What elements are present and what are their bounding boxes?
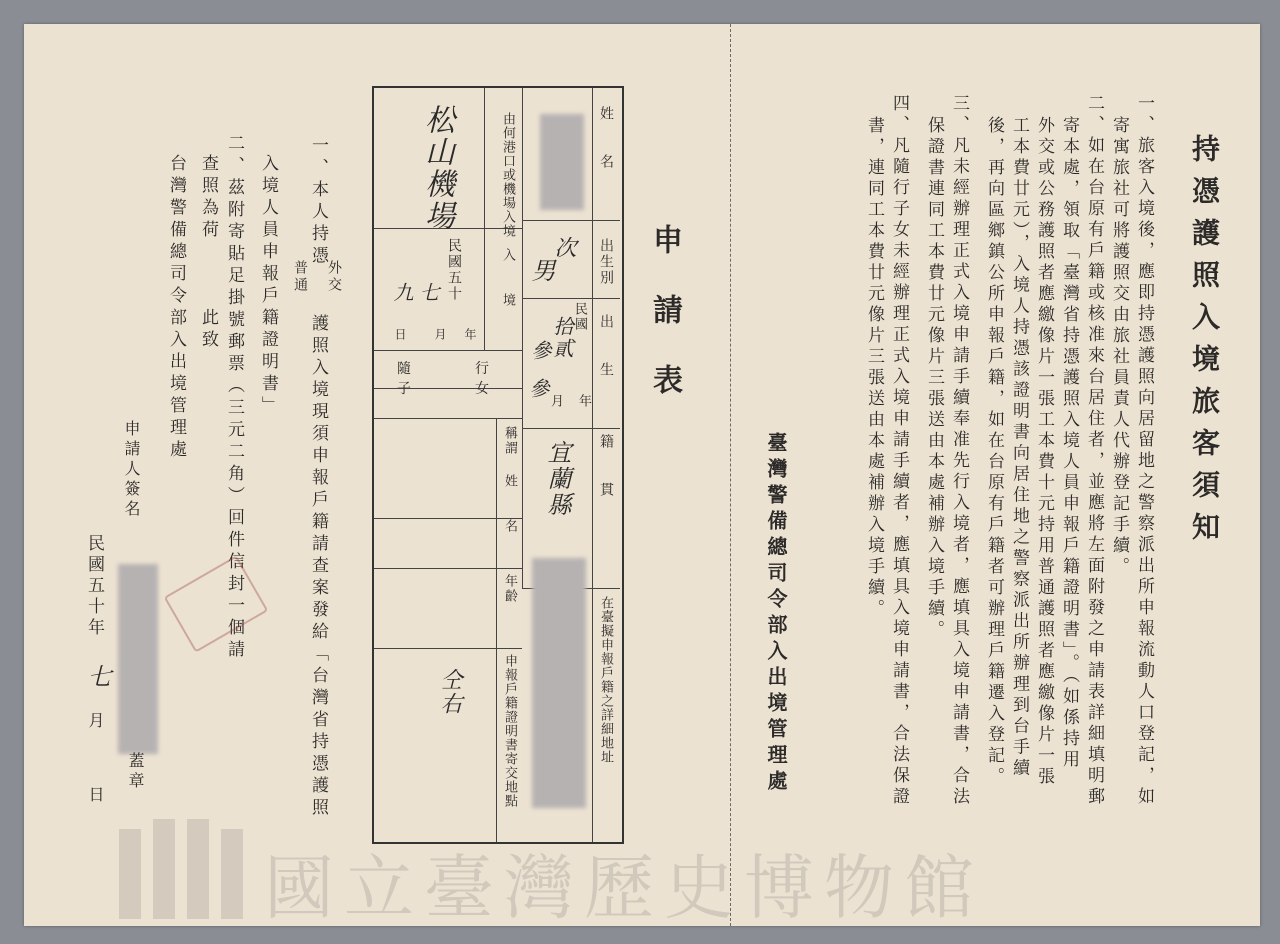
origin-hand: 宜蘭縣	[543, 440, 571, 518]
date-day-unit: 日	[86, 786, 105, 804]
museum-logo-watermark	[119, 809, 279, 919]
applicant-name-redacted	[118, 564, 158, 754]
notice-issuer: 臺灣警備總司令部入出境管理處	[764, 432, 788, 796]
address-label: 在臺擬申報戶籍之詳細地址	[598, 596, 613, 764]
sex-hand-mark: 次	[551, 236, 576, 260]
left-item1-part1: 一、本人持憑	[308, 136, 328, 268]
age-label: 年齡	[502, 574, 517, 604]
birth-month-unit: 月	[548, 394, 563, 409]
left-item1-part3: 入境人員申報戶籍證明書」	[258, 154, 278, 418]
notice-item-10: 四、凡隨行子女未經辦理正式入境申請手續者，應填具入境申請書，合法保證	[889, 94, 909, 808]
birth-day-hand: 參	[526, 378, 550, 400]
passport-type-diplomatic: 外交	[326, 260, 342, 294]
museum-watermark: 國立臺灣歷史博物館	[264, 847, 984, 929]
notice-item-1: 一、旅客入境後，應即持憑護照向居留地之警察派出所申報流動人口登記，如	[1134, 94, 1154, 808]
entry-day-unit: 日	[393, 328, 407, 342]
entry-era: 民國五十	[446, 238, 462, 302]
notice-item-3: 二、如在台原有戶籍或核准來台居住者，並應將左面附發之申請表詳細填明郵	[1084, 94, 1104, 808]
entry-label: 入 境	[500, 248, 515, 308]
relation-label: 稱謂	[502, 426, 517, 456]
date-month-hand: 七	[83, 664, 111, 690]
mail-label: 申報戶籍證明書寄交地點	[502, 654, 517, 808]
entry-month-unit: 月	[433, 328, 447, 342]
address-redacted	[532, 558, 586, 808]
application-form-table	[372, 86, 624, 844]
notice-item-5: 外交或公務護照者應繳像片一張工本費十元持用普通護照者應繳像片一張	[1034, 116, 1054, 788]
entry-day: 九	[390, 282, 414, 304]
notice-item-6: 工本費廿元），入境人持憑該證明書向居住地之警察派出所辦理到台手續	[1009, 116, 1029, 780]
notice-item-11: 書，連同工本費廿元像片三張送由本處補辦入境手續。	[864, 116, 884, 620]
port-label: 由何港口或機場入境	[500, 112, 515, 238]
birth-year-unit: 年	[576, 394, 591, 409]
document-sheet	[24, 24, 1260, 929]
sex-label: 出生別	[598, 238, 614, 286]
companions-label: 隨 行 子 女	[397, 361, 553, 397]
left-item2-part2: 查照為荷 此致	[198, 154, 218, 352]
notice-item-7: 後，再向區鄉鎮公所申報戶籍，如在台原有戶籍者可辦理戶籍遷入登記。	[984, 116, 1004, 788]
notice-title: 持憑護照入境旅客須知	[1188, 134, 1221, 554]
date-year: 五十年	[84, 576, 104, 639]
left-item1-part2: 護照入境現須申報戶籍請查案發給「台灣省持憑護照	[308, 314, 328, 820]
origin-label: 籍 貫	[598, 434, 614, 498]
fold-line-right	[730, 24, 731, 926]
date-month-unit: 月	[86, 712, 105, 730]
name-redacted	[540, 114, 584, 210]
passport-type-ordinary: 普通	[292, 260, 308, 294]
applicant-signature-label: 申請人簽名	[122, 420, 141, 520]
name-label: 姓 名	[598, 106, 614, 170]
birth-era: 民國	[572, 302, 587, 332]
entry-year-unit: 年	[463, 328, 477, 342]
birth-year-hand: 拾貳	[550, 316, 574, 360]
notice-item-4: 寄本處，領取「臺灣省持憑護照入境人員申報戶籍證明書」。（如係持用	[1059, 116, 1079, 771]
notice-item-9: 保證書連同工本費廿元像片三張送由本處補辦入境手續。	[924, 116, 944, 641]
left-item2-part1: 二、茲附寄貼足掛號郵票（三元二角）回件信封一個請	[224, 134, 244, 662]
sex-value: 男	[527, 258, 555, 284]
form-title: 申請表	[647, 224, 682, 434]
date-era: 民國	[84, 534, 104, 576]
birth-month-hand: 參	[528, 340, 552, 362]
left-recipient: 台灣警備總司令部入出境管理處	[166, 154, 186, 462]
port-value: 松山機場	[419, 104, 454, 232]
notice-item-8: 三、凡未經辦理正式入境申請手續奉准先行入境者，應填具入境申請書，合法	[949, 94, 969, 808]
birth-label: 出 生	[598, 314, 614, 378]
notice-item-2: 寄寓旅社可將護照交由旅社員責人代辦登記手續。	[1109, 116, 1129, 578]
seal-label: 蓋章	[126, 752, 145, 792]
companion-name-label: 姓 名	[502, 474, 517, 534]
stamp-mark	[164, 555, 269, 652]
mail-value: 仝右	[437, 668, 462, 716]
entry-month: 七	[416, 282, 440, 304]
